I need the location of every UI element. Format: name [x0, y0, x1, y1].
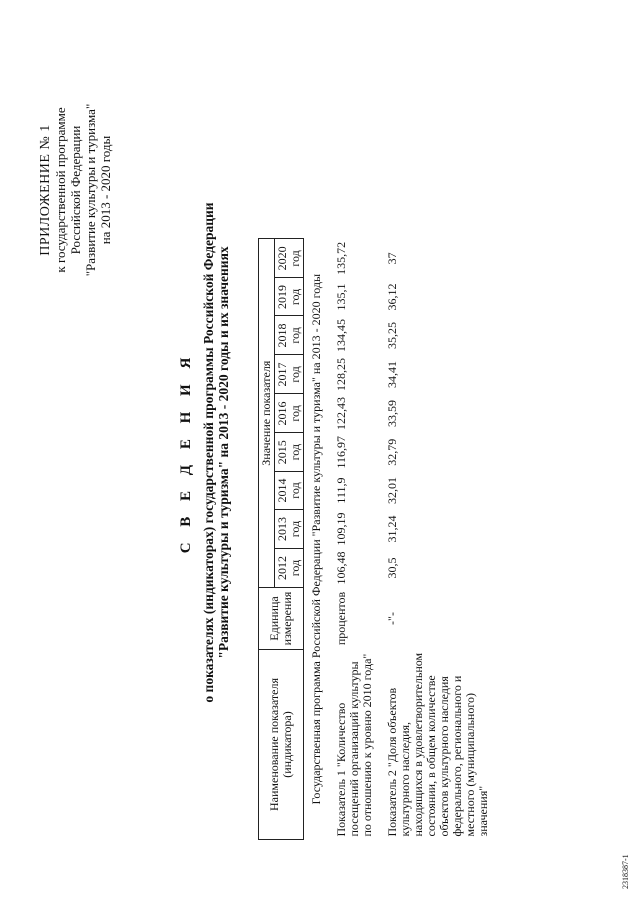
indicator-value: 37: [385, 252, 399, 265]
header-row-1: [259, 239, 275, 840]
indicator-value: 135,72: [334, 241, 348, 275]
year-header: 2016 год: [275, 394, 304, 433]
year-header: 2012 год: [275, 549, 304, 588]
table-row: [380, 239, 496, 840]
indicator-value: 32,79: [385, 438, 399, 466]
indicator-value: 134,45: [334, 318, 348, 352]
year-header: 2019 год: [275, 278, 304, 316]
indicator-name: Показатель 2 "Доля объектов культурного наследия, находящихся в удовлетворительном состоянии, в общем количестве объектов культурного наследия федерального, регионального и местного (муниципального) значения": [385, 652, 490, 837]
appendix-block: [38, 40, 113, 340]
year-header: 2015 год: [275, 433, 304, 472]
appendix-line-3: "Развитие культуры и туризма": [83, 103, 98, 277]
year-header: 2018 год: [275, 316, 304, 355]
indicator-value: 128,25: [334, 357, 348, 391]
year-header: 2020 год: [275, 239, 304, 278]
section-row: [304, 239, 330, 840]
indicator-value: 31,24: [385, 515, 399, 543]
indicator-value: 30,5: [385, 557, 399, 579]
indicator-value: 109,19: [334, 512, 348, 546]
appendix-line-4: на 2013 - 2020 годы: [98, 135, 113, 245]
footer-code: 2318387-1: [621, 854, 630, 889]
year-header: 2013 год: [275, 510, 304, 549]
indicator-value: 36,12: [385, 283, 399, 311]
column-values-header: Значение показателя: [259, 239, 275, 588]
indicator-value: 106,48: [334, 551, 348, 585]
column-name-header: Наименование показателя (индикатора): [259, 650, 304, 840]
indicator-value: 32,01: [385, 477, 399, 504]
section-title: Государственная программа Российской Федерации "Развитие культуры и туризма" на 2013 - 2020 годы: [309, 273, 323, 805]
indicator-name: Показатель 1 "Количество посещений организаций культуры по отношению к уровню 2010 года": [334, 653, 374, 837]
indicator-value: 34,41: [385, 360, 399, 388]
appendix-line-1: к государственной программе: [53, 107, 68, 273]
table-row: [329, 239, 380, 840]
document-heading: [178, 60, 231, 845]
indicator-value: 35,25: [385, 321, 399, 349]
heading-main: С В Е Д Е Н И Я: [178, 351, 194, 554]
year-header: 2014 год: [275, 472, 304, 510]
indicators-table: [258, 238, 496, 840]
heading-line-1: о показателях (индикаторах) государственной программы Российской Федерации: [201, 202, 216, 703]
appendix-title: ПРИЛОЖЕНИЕ № 1: [38, 124, 53, 256]
heading-line-2: "Развитие культуры и туризма" на 2013 - 2020 годы и их значениях: [216, 246, 231, 659]
indicator-value: 135,1: [334, 283, 348, 311]
indicator-value: 116,97: [334, 435, 348, 469]
indicator-value: 122,43: [334, 396, 348, 430]
indicator-unit: -"-: [385, 612, 399, 625]
column-unit-header: Единица измерения: [259, 588, 304, 650]
indicator-unit: процентов: [334, 591, 348, 646]
indicator-value: 111,9: [334, 477, 348, 504]
year-header: 2017 год: [275, 355, 304, 394]
appendix-line-2: Российской Федерации: [68, 125, 83, 255]
indicator-value: 33,59: [385, 399, 399, 427]
